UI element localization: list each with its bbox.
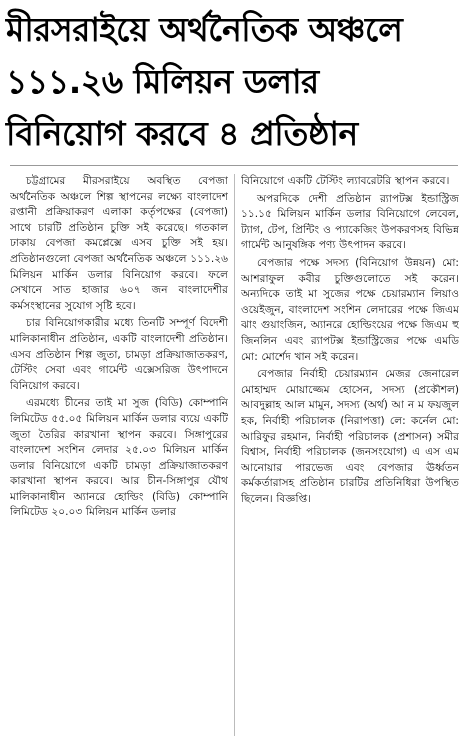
paragraph: চট্টগ্রামের মীরসরাইয়ে অবস্থিত বেপজা অর্থনৈতিক অঞ্চলে শিল্প স্থাপনের লক্ষ্যে বাংলাদেশ রপ্তানী প্রক্রিয়াকরণ এলাকা কর্তৃপক্ষের (বেপজা) সাথে চারটি প্রতিষ্ঠান চুক্তি সই করেছে। গতকাল ঢাকায় বেপজা কমপ্লেক্সে এসব চুক্তি সই হয়। প্রতিষ্ঠানগুলো বেপজা অর্থনৈতিক অঞ্চলে ১১১.২৬ মিলিয়ন মার্কিন ডলার বিনিয়োগ করবে। ফলে সেখানে সাত হাজার ৬০৭ জন বাংলাদেশীর কর্মসংস্থানের সুযোগ সৃষ্টি হবে। xyxy=(10,175,228,312)
headline-line-2: ১১১.২৬ মিলিয়ন ডলার xyxy=(6,62,319,101)
headline-line-3: বিনিয়োগ করবে ৪ প্রতিষ্ঠান xyxy=(6,114,358,153)
paragraph: অপরদিকে দেশী প্রতিষ্ঠান র‌্যাপটক্স ইন্ডাস্ট্রিজ ১১.১৫ মিলিয়ন মার্কিন ডলার বিনিয়োগে লেবেল, ট্যাগ, টেপ, প্রিন্টিং ও প্যাকেজিং উপকরণসহ বিভিন্ন গার্মেন্ট আনুষঙ্গিক পণ্য উৎপাদন করবে। xyxy=(241,192,459,252)
column-divider xyxy=(234,174,235,736)
paragraph: এরমধ্যে চীনের তাই মা সুজ (বিডি) কোম্পানি লিমিটেড ৫৫.০৫ মিলিয়ন মার্কিন ডলার ব্যয়ে একটি জুতা তৈরির কারখানা স্থাপন করবে। সিঙ্গাপুরের বাংলাদেশ সংশিন লেদার ২৫.০৩ মিলিয়ন মার্কিন ডলার বিনিয়োগে একটি চামড়া প্রক্রিয়াজাতকরণ কারখানা স্থাপন করবে। আর চীন-সিঙ্গাপুর যৌথ মালিকানাধীন অ্যানরে হোল্ডিং (বিডি) কোম্পানি লিমিটেড ২০.০৩ মিলিয়ন মার্কিন ডলার xyxy=(10,397,228,519)
headline-divider xyxy=(10,165,458,166)
article-column-right xyxy=(241,174,459,740)
paragraph: বেপজার পক্ষে সদস্য (বিনিয়োগ উন্নয়ন) মো: আশরাফুল কবীর চুক্তিগুলোতে সই করেন। অন্যদিকে তাই মা সুজের পক্ষে চেয়ারম্যান লিয়াও ওয়েইজুন, বাংলাদেশ সংশিন লেদারের পক্ষে জিএম ঝাং গুয়াংজিন, অ্যানরে হোল্ডিংয়ের পক্ষে জিএম হু জিনলিন এবং র‌্যাপটক্স ইন্ডাস্ট্রিজের পক্ষে এমডি মো: মোর্শেদ খান সই করেন। xyxy=(241,256,459,363)
paragraph: বিনিয়োগে একটি টেস্টিং ল্যাবরেটরি স্থাপন করবে। xyxy=(241,175,450,187)
paragraph: বেপজার নির্বাহী চেয়ারম্যান মেজর জেনারেল মোহাম্মদ মোয়াজ্জেম হোসেন, সদস্য (প্রকৌশল) আবদুল্লাহ আল মামুন, সদস্য (অর্থ) আ ন ম ফয়জুল হক, নির্বাহী পরিচালক (নিরাপত্তা) লে: কর্নেল মো: আরিফুর রহমান, নির্বাহী পরিচালক (প্রশাসন) সমীর বিশ্বাস, নির্বাহী পরিচালক (জনসংযোগ) এ এস এম আনোয়ার পারভেজ এবং বেপজার ঊর্ধ্বতন কর্মকর্তারাসহ প্রতিষ্ঠান চারটির প্রতিনিধিরা উপস্থিত ছিলেন। বিজ্ঞপ্তি। xyxy=(241,368,459,505)
article-column-left xyxy=(10,174,228,740)
paragraph: চার বিনিয়োগকারীর মধ্যে তিনটি সম্পূর্ণ বিদেশী মালিকানাধীন প্রতিষ্ঠান, একটি বাংলাদেশী প্রতিষ্ঠান। এসব প্রতিষ্ঠান শিল্প জুতা, চামড়া প্রক্রিয়াজাতকরণ, টেস্টিং সেবা এবং গার্মেন্ট এক্সেসরিজ উৎপাদনে বিনিয়োগ করবে। xyxy=(10,317,228,392)
headline xyxy=(6,4,464,160)
headline-line-1: মীরসরাইয়ে অর্থনৈতিক অঞ্চলে xyxy=(6,10,403,49)
